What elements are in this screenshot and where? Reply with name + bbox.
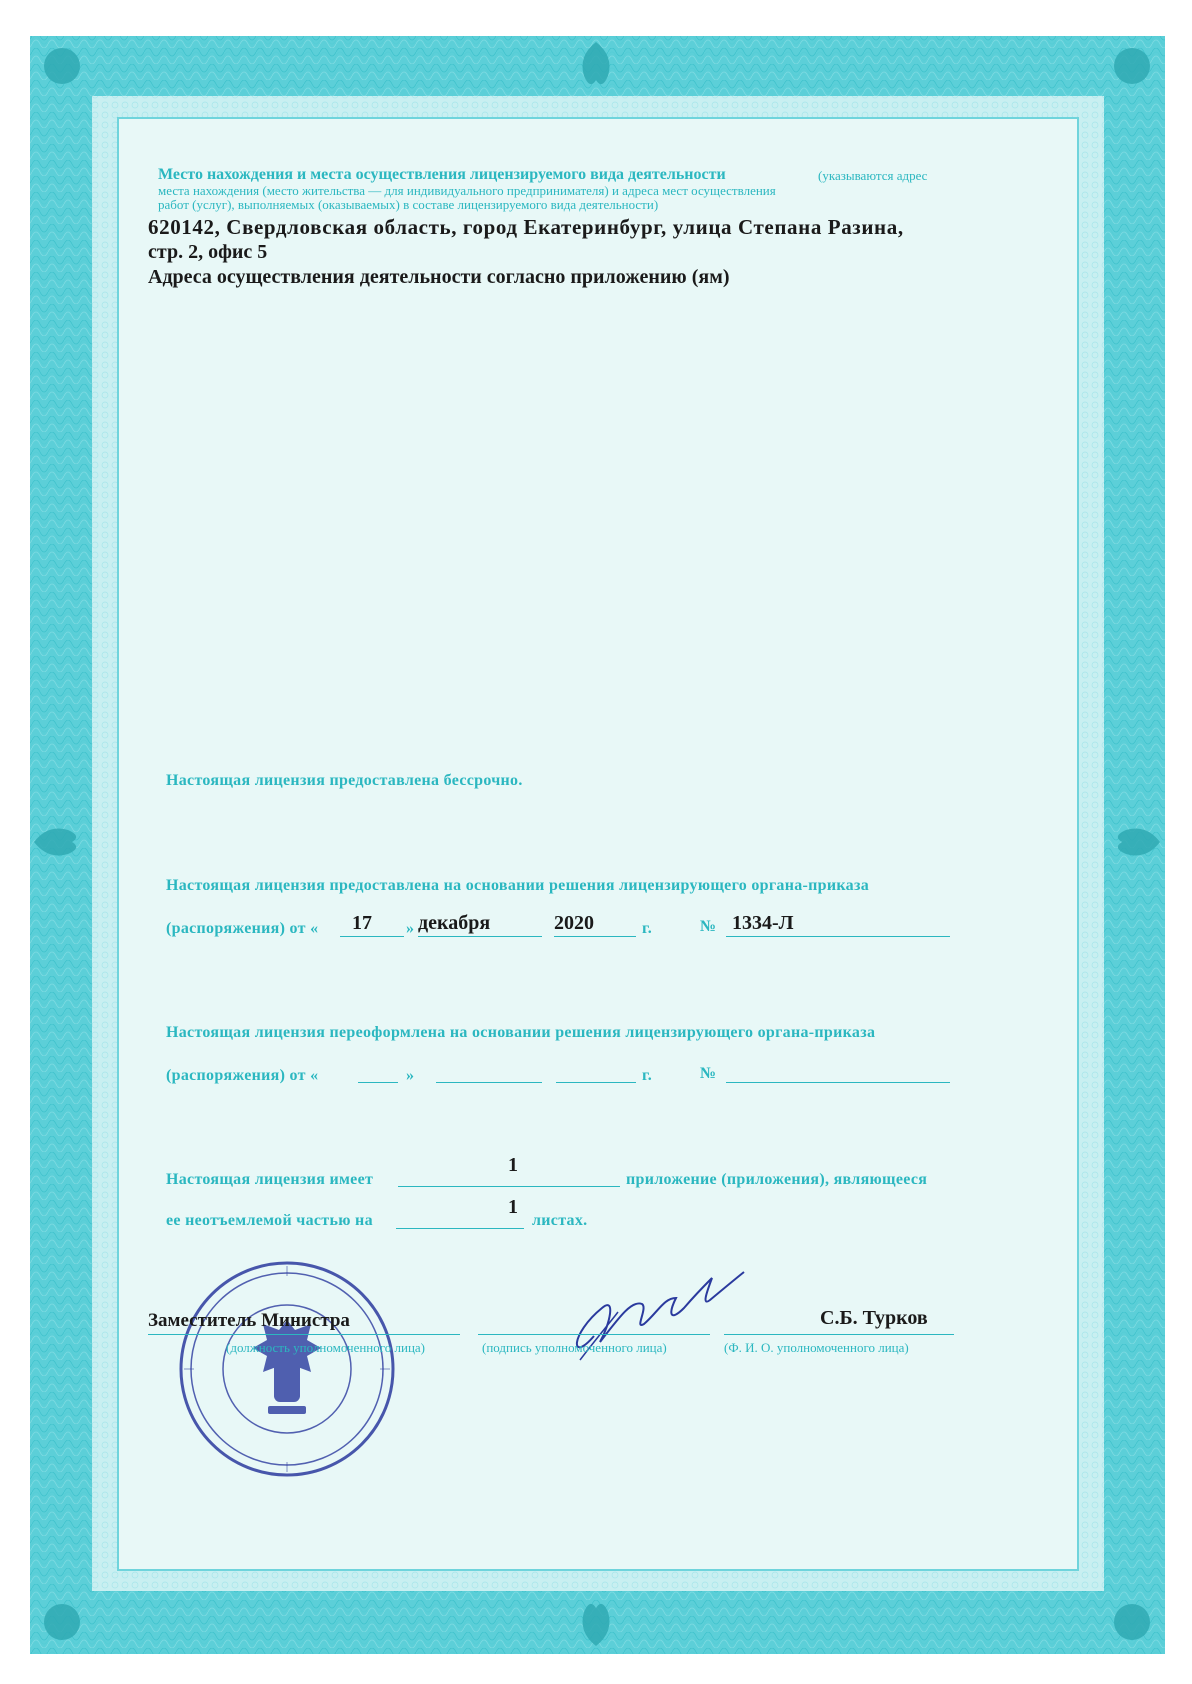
- appendix-sheets-underline: [396, 1228, 524, 1229]
- granted-number: 1334-Л: [732, 912, 794, 934]
- reissued-month-underline: [436, 1082, 542, 1083]
- address-line-2: стр. 2, офис 5: [148, 241, 268, 263]
- granted-day: 17: [352, 912, 372, 934]
- location-hint-2: места нахождения (место жительства — для индивидуального предпринимателя) и адреса мест осуществления: [158, 183, 776, 198]
- position-underline: [148, 1334, 460, 1335]
- appendix-line-1-prefix: Настоящая лицензия имеет: [166, 1171, 374, 1188]
- granted-year-suffix: г.: [642, 920, 653, 937]
- granted-quote-close: »: [406, 920, 415, 937]
- location-hint-3: работ (услуг), выполняемых (оказываемых) в составе лицензируемого вида деятельности): [158, 197, 659, 212]
- handwritten-signature: [560, 1264, 760, 1376]
- appendix-count-underline: [398, 1186, 620, 1187]
- position-caption: (должность уполномоченного лица): [226, 1340, 426, 1355]
- appendix-count: 1: [508, 1154, 518, 1176]
- reissued-number-underline: [726, 1082, 950, 1083]
- reissued-number-label: №: [700, 1065, 717, 1082]
- granted-number-underline: [726, 936, 950, 937]
- location-heading: Место нахождения и места осуществления лицензируемого вида деятельности: [158, 166, 726, 183]
- name-underline: [724, 1334, 954, 1335]
- granted-line-1: Настоящая лицензия предоставлена на основании решения лицензирующего органа-приказа: [166, 877, 870, 894]
- granted-year: 2020: [554, 912, 594, 934]
- appendix-line-1-suffix: приложение (приложения), являющееся: [626, 1171, 928, 1188]
- reissued-line-1: Настоящая лицензия переоформлена на основании решения лицензирующего органа-приказа: [166, 1024, 876, 1041]
- official-seal-icon: [176, 1258, 398, 1480]
- granted-prefix: (распоряжения) от «: [166, 920, 319, 937]
- appendix-sheets: 1: [508, 1196, 518, 1218]
- granted-month-underline: [418, 936, 542, 937]
- location-hint-1: (указываются адрес: [818, 168, 928, 183]
- granted-day-underline: [340, 936, 404, 937]
- address-line-3: Адреса осуществления деятельности согласно приложению (ям): [148, 266, 730, 288]
- signature-underline: [478, 1334, 710, 1335]
- reissued-year-suffix: г.: [642, 1067, 653, 1084]
- reissued-year-underline: [556, 1082, 636, 1083]
- reissued-day-underline: [358, 1082, 398, 1083]
- granted-year-underline: [554, 936, 636, 937]
- reissued-quote-close: »: [406, 1067, 415, 1084]
- signature-caption: (подпись уполномоченного лица): [482, 1340, 667, 1355]
- address-line-1: 620142, Свердловская область, город Екатеринбург, улица Степана Разина,: [148, 215, 904, 239]
- appendix-line-2-prefix: ее неотъемлемой частью на: [166, 1212, 373, 1229]
- signatory-name: С.Б. Турков: [820, 1307, 928, 1329]
- license-term: Настоящая лицензия предоставлена бессрочно.: [166, 772, 523, 789]
- appendix-line-2-suffix: листах.: [532, 1212, 588, 1229]
- name-caption: (Ф. И. О. уполномоченного лица): [724, 1340, 909, 1355]
- granted-number-label: №: [700, 918, 717, 935]
- granted-month: декабря: [418, 912, 491, 934]
- reissued-prefix: (распоряжения) от «: [166, 1067, 319, 1084]
- signatory-position: Заместитель Министра: [148, 1310, 350, 1331]
